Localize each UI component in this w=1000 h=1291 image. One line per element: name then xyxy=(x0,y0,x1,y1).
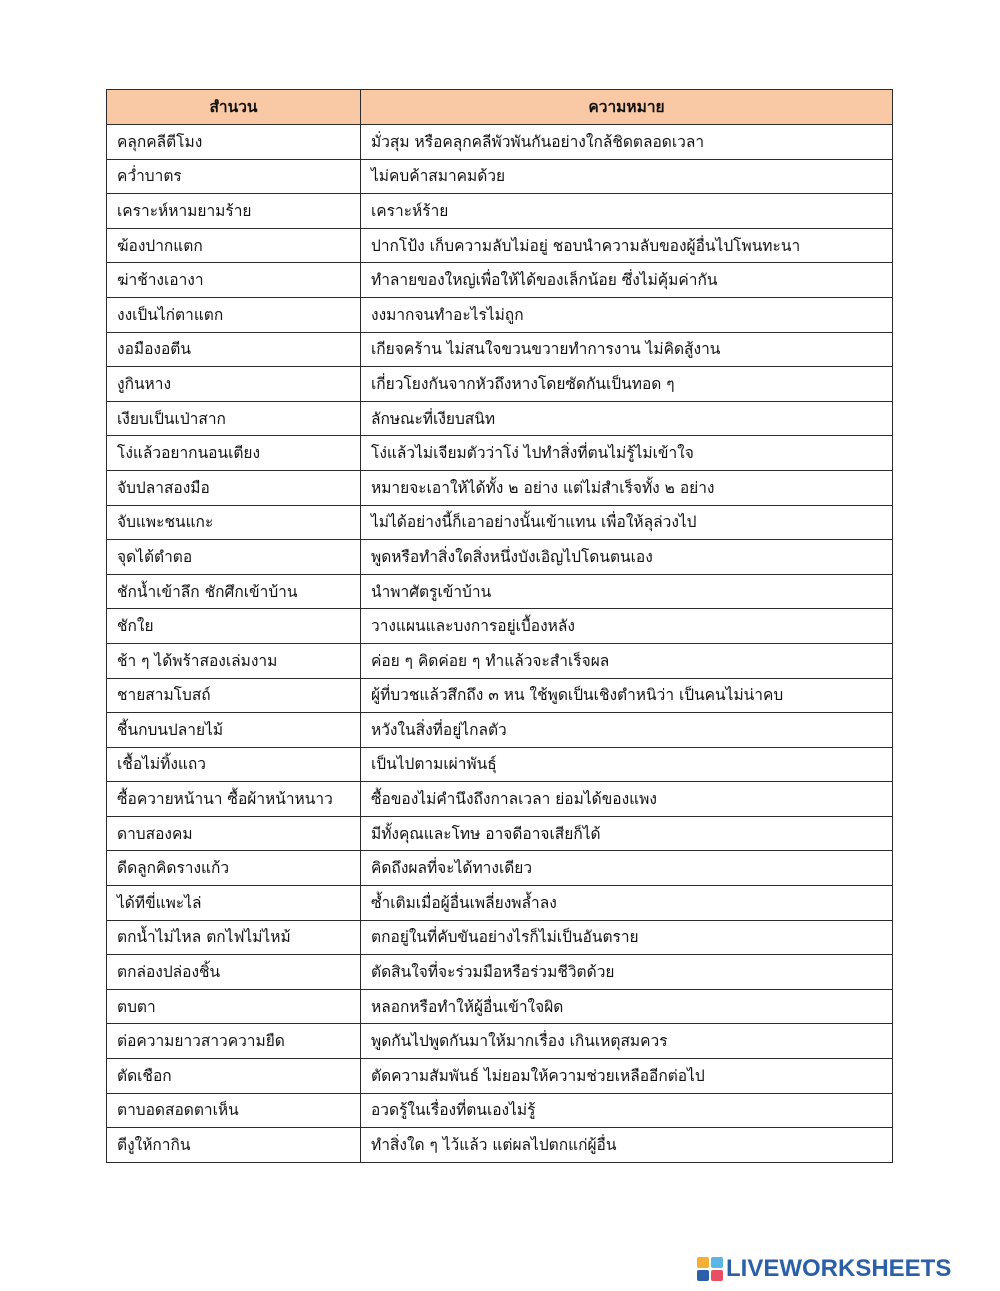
meaning-cell: ทำลายของใหญ่เพื่อให้ได้ของเล็กน้อย ซึ่งไม่คุ้มค่ากัน xyxy=(361,263,893,298)
meaning-cell: เคราะห์ร้าย xyxy=(361,194,893,229)
table-row xyxy=(107,436,893,471)
table-row xyxy=(107,401,893,436)
meaning-cell: ตัดความสัมพันธ์ ไม่ยอมให้ความช่วยเหลืออีกต่อไป xyxy=(361,1059,893,1094)
brand-text: LIVEWORKSHEETS xyxy=(726,1255,952,1282)
idiom-cell: ได้ทีขี่แพะไล่ xyxy=(107,886,361,921)
idiom-cell: ตีงูให้กากิน xyxy=(107,1128,361,1163)
idiom-cell: ตัดเชือก xyxy=(107,1059,361,1094)
table-row xyxy=(107,263,893,298)
table-row xyxy=(107,297,893,332)
idiom-cell: ฆ้องปากแตก xyxy=(107,228,361,263)
table-row xyxy=(107,1128,893,1163)
meaning-cell: ไม่คบค้าสมาคมด้วย xyxy=(361,159,893,194)
idiom-cell: ดาบสองคม xyxy=(107,816,361,851)
meaning-cell: ซื้อของไม่คำนึงถึงกาลเวลา ย่อมได้ของแพง xyxy=(361,782,893,817)
meaning-cell: ทำสิ่งใด ๆ ไว้แล้ว แต่ผลไปตกแก่ผู้อื่น xyxy=(361,1128,893,1163)
idiom-cell: เชื้อไม่ทิ้งแถว xyxy=(107,747,361,782)
idiom-cell: เงียบเป็นเป่าสาก xyxy=(107,401,361,436)
table-row xyxy=(107,574,893,609)
table-row xyxy=(107,678,893,713)
table-row xyxy=(107,609,893,644)
table-row xyxy=(107,886,893,921)
idiom-cell: ชักใย xyxy=(107,609,361,644)
meaning-cell: เกี่ยวโยงกันจากหัวถึงหางโดยซัดกันเป็นทอด ๆ xyxy=(361,367,893,402)
meaning-cell: โง่แล้วไม่เจียมตัวว่าโง่ ไปทำสิ่งที่ตนไม่รู้ไม่เข้าใจ xyxy=(361,436,893,471)
idiom-cell: ช้า ๆ ได้พร้าสองเล่มงาม xyxy=(107,643,361,678)
idiom-cell: จุดไต้ตำตอ xyxy=(107,540,361,575)
table-row xyxy=(107,989,893,1024)
idiom-cell: ชายสามโบสถ์ xyxy=(107,678,361,713)
idiom-table-body xyxy=(107,125,893,1163)
table-row xyxy=(107,747,893,782)
idiom-cell: จับแพะชนแกะ xyxy=(107,505,361,540)
idiom-cell: ตกล่องปล่องชิ้น xyxy=(107,955,361,990)
table-row xyxy=(107,194,893,229)
logo-square-2 xyxy=(711,1257,723,1268)
header-meaning: ความหมาย xyxy=(361,90,893,125)
table-row xyxy=(107,470,893,505)
meaning-cell: พูดหรือทำสิ่งใดสิ่งหนึ่งบังเอิญไปโดนตนเอง xyxy=(361,540,893,575)
meaning-cell: หลอกหรือทำให้ผู้อื่นเข้าใจผิด xyxy=(361,989,893,1024)
idiom-cell: โง่แล้วอยากนอนเตียง xyxy=(107,436,361,471)
table-row xyxy=(107,332,893,367)
table-row xyxy=(107,1059,893,1094)
table-row xyxy=(107,920,893,955)
idiom-cell: ตบตา xyxy=(107,989,361,1024)
idiom-cell: เคราะห์หามยามร้าย xyxy=(107,194,361,229)
idiom-cell: ตกน้ำไม่ไหล ตกไฟไม่ไหม้ xyxy=(107,920,361,955)
meaning-cell: ผู้ที่บวชแล้วสึกถึง ๓ หน ใช้พูดเป็นเชิงตำหนิว่า เป็นคนไม่น่าคบ xyxy=(361,678,893,713)
meaning-cell: นำพาศัตรูเข้าบ้าน xyxy=(361,574,893,609)
table-row xyxy=(107,851,893,886)
table-row xyxy=(107,228,893,263)
idiom-cell: ตาบอดสอดตาเห็น xyxy=(107,1093,361,1128)
liveworksheets-brand xyxy=(697,1254,951,1284)
table-row xyxy=(107,1093,893,1128)
idiom-cell: ชักน้ำเข้าลึก ชักศึกเข้าบ้าน xyxy=(107,574,361,609)
table-row xyxy=(107,816,893,851)
idiom-table-header xyxy=(107,90,893,125)
idiom-cell: ชี้นกบนปลายไม้ xyxy=(107,713,361,748)
meaning-cell: ปากโป้ง เก็บความลับไม่อยู่ ชอบนำความลับของผู้อื่นไปโพนทะนา xyxy=(361,228,893,263)
idiom-cell: ดีดลูกคิดรางแก้ว xyxy=(107,851,361,886)
table-row xyxy=(107,643,893,678)
idiom-cell: ฆ่าช้างเอางา xyxy=(107,263,361,298)
meaning-cell: ตัดสินใจที่จะร่วมมือหรือร่วมชีวิตด้วย xyxy=(361,955,893,990)
idiom-cell: งูกินหาง xyxy=(107,367,361,402)
idiom-cell: ต่อความยาวสาวความยืด xyxy=(107,1024,361,1059)
meaning-cell: อวดรู้ในเรื่องที่ตนเองไม่รู้ xyxy=(361,1093,893,1128)
meaning-cell: ค่อย ๆ คิดค่อย ๆ ทำแล้วจะสำเร็จผล xyxy=(361,643,893,678)
table-row xyxy=(107,955,893,990)
meaning-cell: มีทั้งคุณและโทษ อาจดีอาจเสียก็ได้ xyxy=(361,816,893,851)
meaning-cell: เกียจคร้าน ไม่สนใจขวนขวายทำการงาน ไม่คิดสู้งาน xyxy=(361,332,893,367)
meaning-cell: ซ้ำเติมเมื่อผู้อื่นเพลี่ยงพล้ำลง xyxy=(361,886,893,921)
logo-square-1 xyxy=(697,1257,709,1268)
table-row xyxy=(107,782,893,817)
idiom-cell: คลุกคลีตีโมง xyxy=(107,125,361,160)
meaning-cell: ลักษณะที่เงียบสนิท xyxy=(361,401,893,436)
meaning-cell: เป็นไปตามเผ่าพันธุ์ xyxy=(361,747,893,782)
meaning-cell: หมายจะเอาให้ได้ทั้ง ๒ อย่าง แต่ไม่สำเร็จทั้ง ๒ อย่าง xyxy=(361,470,893,505)
table-row xyxy=(107,713,893,748)
meaning-cell: ไม่ได้อย่างนี้ก็เอาอย่างนั้นเข้าแทน เพื่อให้ลุล่วงไป xyxy=(361,505,893,540)
meaning-cell: พูดกันไปพูดกันมาให้มากเรื่อง เกินเหตุสมควร xyxy=(361,1024,893,1059)
meaning-cell: หวังในสิ่งที่อยู่ไกลตัว xyxy=(361,713,893,748)
meaning-cell: งงมากจนทำอะไรไม่ถูก xyxy=(361,297,893,332)
idiom-table xyxy=(106,89,893,1163)
liveworksheets-logo-icon xyxy=(697,1257,723,1281)
header-idiom: สำนวน xyxy=(107,90,361,125)
header-row xyxy=(107,90,893,125)
table-row xyxy=(107,505,893,540)
meaning-cell: มั่วสุม หรือคลุกคลีพัวพันกันอย่างใกล้ชิดตลอดเวลา xyxy=(361,125,893,160)
table-row xyxy=(107,540,893,575)
idiom-cell: คว่ำบาตร xyxy=(107,159,361,194)
idiom-cell: งงเป็นไก่ตาแตก xyxy=(107,297,361,332)
table-row xyxy=(107,125,893,160)
table-row xyxy=(107,1024,893,1059)
meaning-cell: คิดถึงผลที่จะได้ทางเดียว xyxy=(361,851,893,886)
idiom-cell: ซื้อควายหน้านา ซื้อผ้าหน้าหนาว xyxy=(107,782,361,817)
meaning-cell: ตกอยู่ในที่คับขันอย่างไรก็ไม่เป็นอันตราย xyxy=(361,920,893,955)
table-row xyxy=(107,367,893,402)
logo-square-4 xyxy=(711,1270,723,1281)
table-row xyxy=(107,159,893,194)
idiom-cell: จับปลาสองมือ xyxy=(107,470,361,505)
logo-square-3 xyxy=(697,1270,709,1281)
idiom-cell: งอมืองอตีน xyxy=(107,332,361,367)
meaning-cell: วางแผนและบงการอยู่เบื้องหลัง xyxy=(361,609,893,644)
